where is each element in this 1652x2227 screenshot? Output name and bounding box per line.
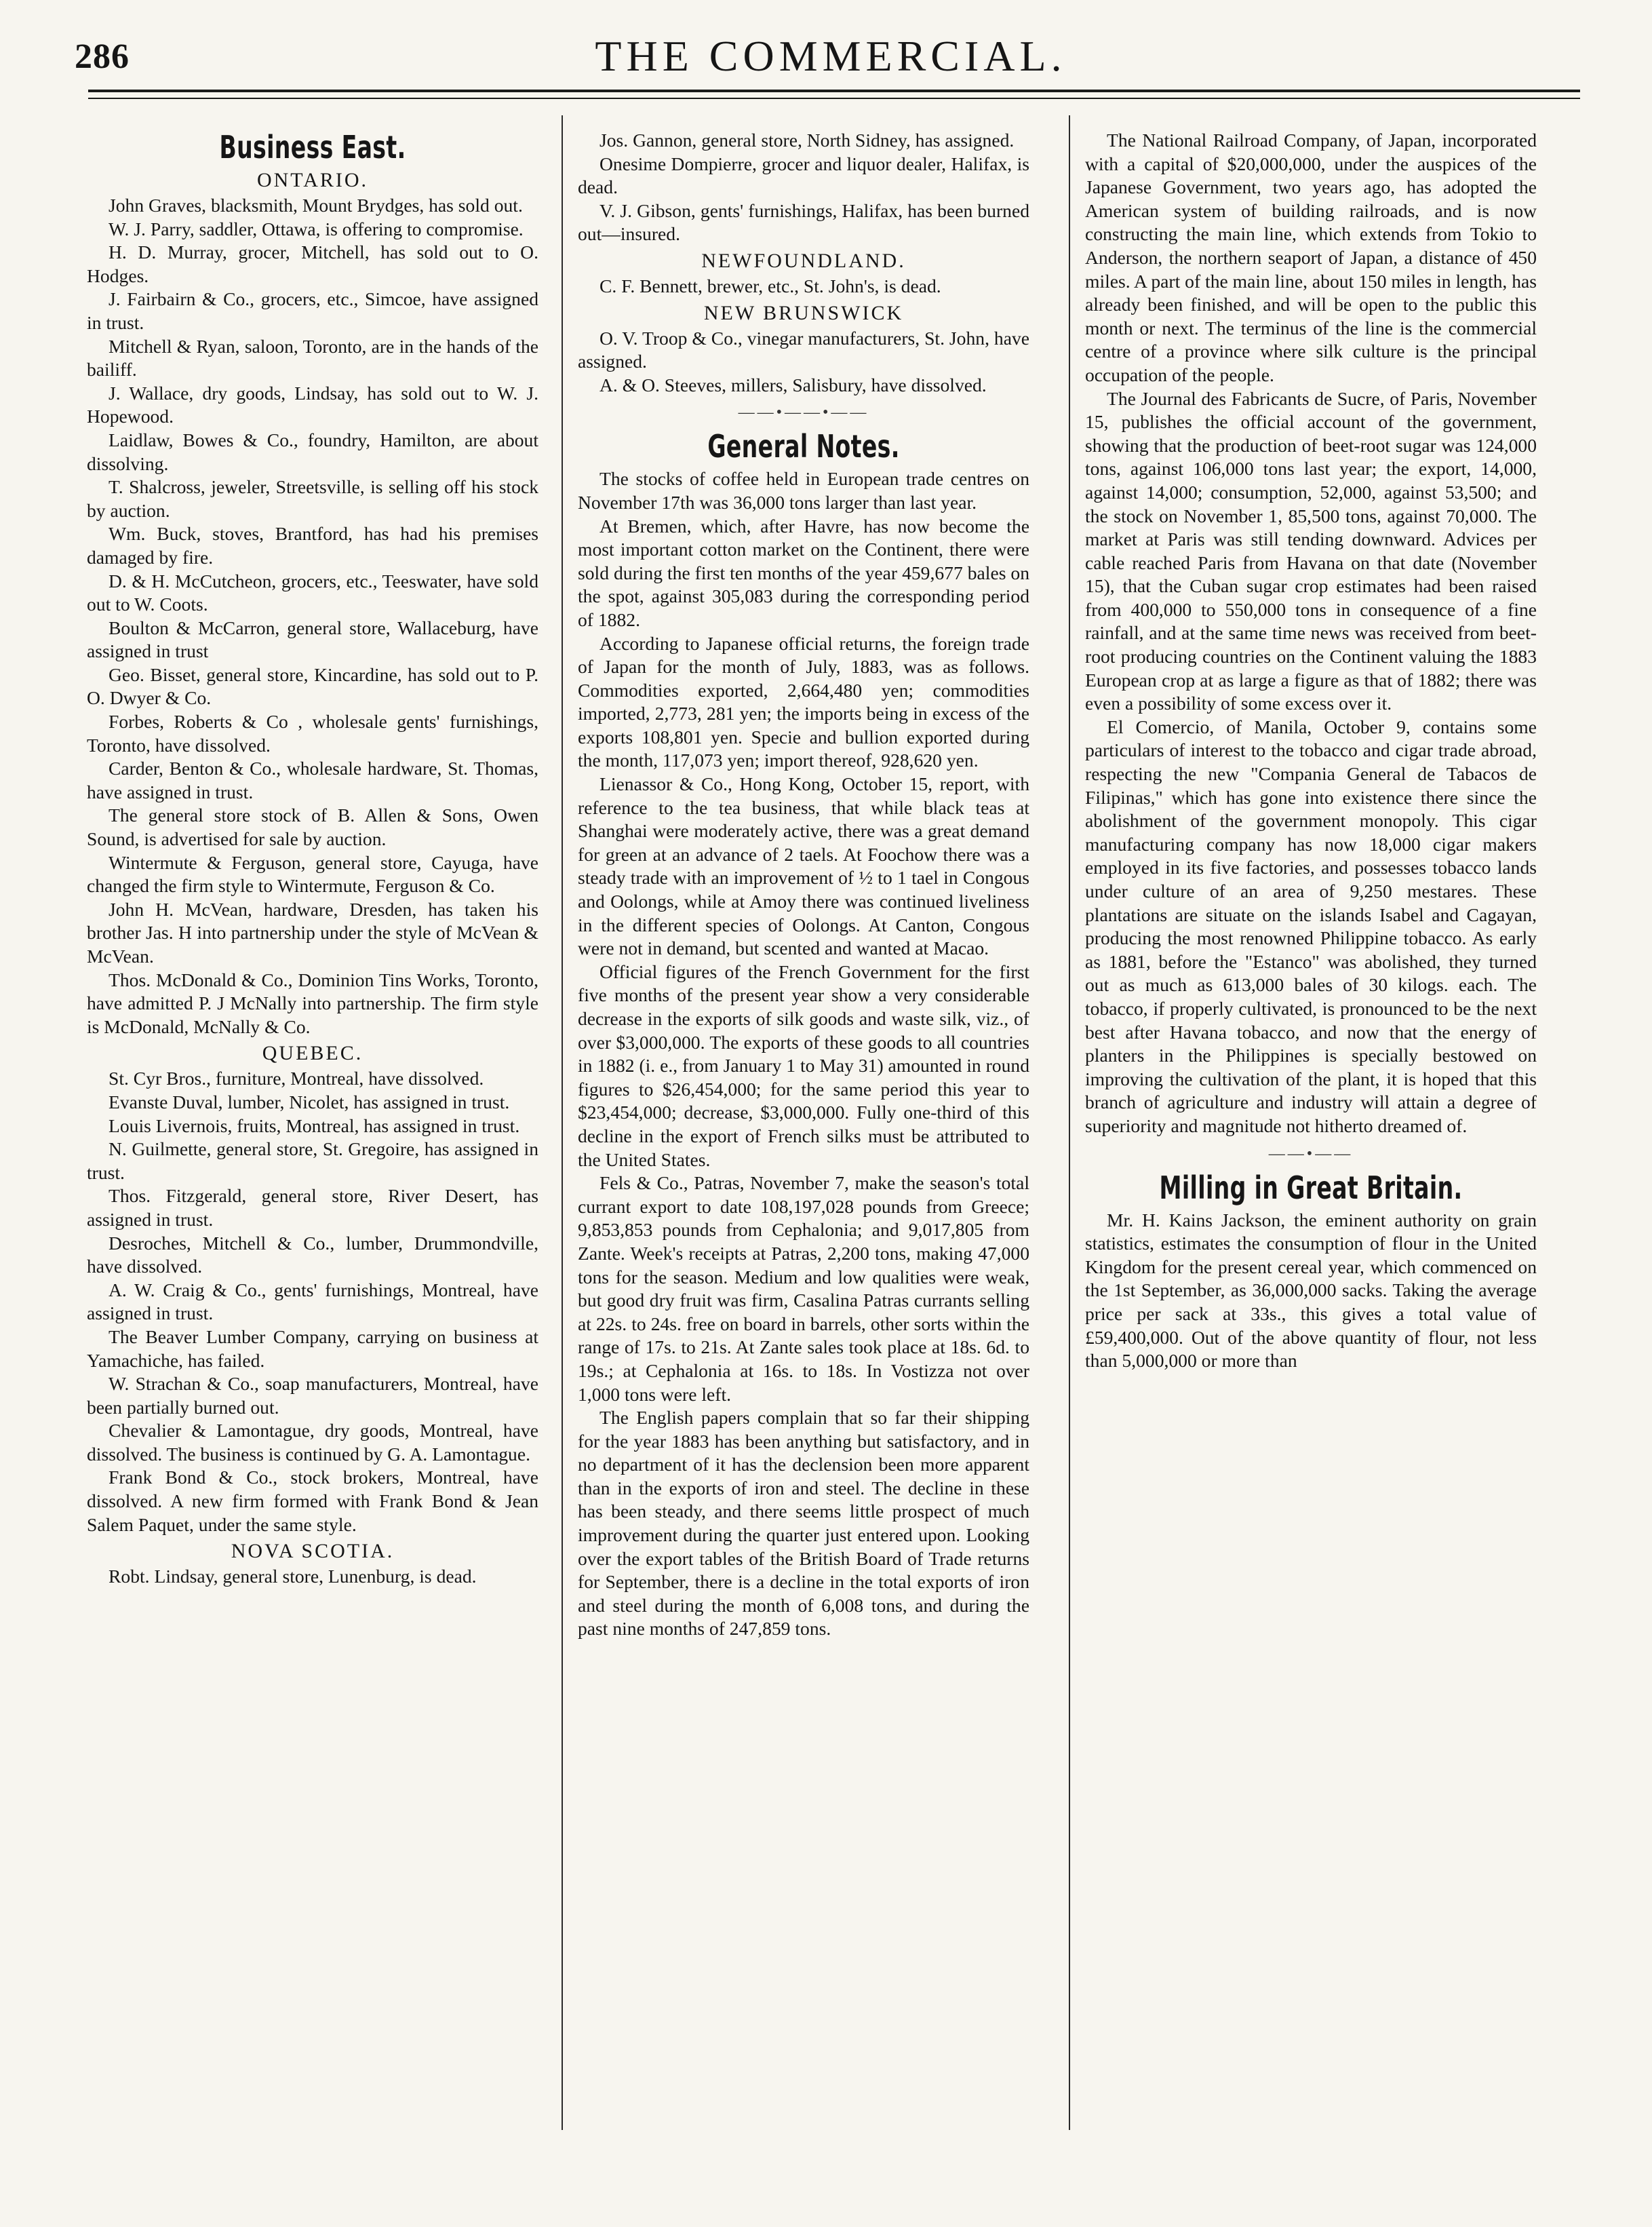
article-paragraph: Fels & Co., Patras, November 7, make the season's total currant export to date 108,197,028 pounds from Greece; 9,853,853 pounds from Cephalonia; and 9,017,805 from Zante. Week's receipts at Patras, 2,200 tons, making 47,000 tons for the season. Medium and low qualities were weak, but good dry fruit was firm, Casalina Patras currants selling at 22s. to 24s. free on board in barrels, other sorts within the range of 17s. to 21s. At Zante sales took place at 18s. 6d. to 19s.; at Cephalonia at 16s. to 18s. In Vostizza not over 1,000 tons were left.: [578, 1172, 1029, 1405]
nova-scotia-heading: NOVA SCOTIA.: [231, 1540, 395, 1563]
notice-item: John Graves, blacksmith, Mount Brydges, has sold out.: [109, 195, 523, 216]
notice-item: J. Fairbairn & Co., grocers, etc., Simcoe, have assigned in trust.: [87, 288, 538, 333]
section-divider: ——•——•——: [738, 404, 869, 422]
notice-item: V. J. Gibson, gents' furnishings, Halifax, has been burned out—insured.: [578, 199, 1029, 245]
column-divider: [562, 115, 563, 2130]
notice-item: Robt. Lindsay, general store, Lunenburg, is dead.: [109, 1566, 477, 1587]
notice-item: T. Shalcross, jeweler, Streetsville, is selling off his stock by auction.: [87, 476, 538, 521]
notice-item: H. D. Murray, grocer, Mitchell, has sold out to O. Hodges.: [87, 241, 538, 286]
notice-item: The Beaver Lumber Company, carrying on business at Yamachiche, has failed.: [87, 1325, 538, 1371]
notice-item: The general store stock of B. Allen & Sons, Owen Sound, is advertised for sale by auction.: [87, 805, 538, 850]
notice-item: Louis Livernois, fruits, Montreal, has assigned in trust.: [109, 1115, 520, 1136]
masthead-rule-thick: [88, 90, 1580, 92]
article-paragraph: According to Japanese official returns, the foreign trade of Japan for the month of July, 1883, was as follows. Commodities exported, 2,664,480 yen; commodities imported, 2,773, 281 yen; the imports being in excess of the exports 108,801 yen. Specie and bullion exported during the month, 117,073 yen; import thereof, 928,620 yen.: [578, 632, 1029, 771]
article-paragraph: Official figures of the French Government for the first five months of the present year show a very considerable decrease in the exports of silk goods and waste silk, viz., of over $3,000,000. The exports of these goods to all countries in 1882 (i. e., from January 1 to May 31) amounted in round figures to $26,454,000; for the same period this year to $23,454,000; decrease, $3,000,000. Fully one-third of this decline in the export of French silks must be attributed to the United States.: [578, 961, 1029, 1170]
notice-item: A. & O. Steeves, millers, Salisbury, have dissolved.: [599, 374, 987, 395]
notice-item: Boulton & McCarron, general store, Wallaceburg, have assigned in trust: [87, 617, 538, 662]
article-paragraph: The Journal des Fabricants de Sucre, of Paris, November 15, publishes the official account of the government, showing that the production of beet-root sugar was 124,000 tons, against 106,000 tons last year; the export, 14,000, against 14,000; consumption, 52,000, against 53,500; and the stock on November 1, 85,500 tons, against 70,000. The market at Paris was still tending downward. Advices per cable reached Paris from Havana on that date (November 15), that the Cuban sugar crop estimates had been raised from 400,000 to 550,000 tons in consequence of a fine rainfall, and at the same time news was received from beet-root producing countries on the Continent valuing the 1883 European crop at as large a figure as that of 1882; there was even a possibility of some excess over it.: [1085, 387, 1537, 714]
notice-item: Laidlaw, Bowes & Co., foundry, Hamilton, are about dissolving.: [87, 429, 538, 474]
article-paragraph: El Comercio, of Manila, October 9, contains some particulars of interest to the tobacco and cigar trade abroad, respecting the new "Compania General de Tabacos de Filipinas," which has gone into existence there since the abolishment of the government monopoly. This cigar manufacturing company has now 18,000 cigar makers employed in its five factories, and possesses tobacco lands under culture of an area of 9,250 mestares. These plantations are situate on the islands Isabel and Cagayan, producing the most renowned Philippine tobacco. As early as 1881, before the "Estanco" was abolished, they turned out as much as 613,000 bales of 30 kilogs. each. The tobacco, if properly cultivated, is pronounced to be the next best after Havana tobacco, and now that the energy of planters in the Philippines is specially bestowed on improving the cultivation of the plant, it is hoped that this branch of agriculture and industry will attain a degree of superiority and magnitude not hitherto dreamed of.: [1085, 716, 1537, 1136]
masthead: [75, 27, 1587, 95]
notice-item: Onesime Dompierre, grocer and liquor dealer, Halifax, is dead.: [578, 153, 1029, 198]
article-paragraph: Mr. H. Kains Jackson, the eminent authority on grain statistics, estimates the consumption of flour in the United Kingdom for the present cereal year, which commenced on the 1st September, as 36,000,000 sacks. Taking the average price per sack at 33s., this gives a total value of £59,400,000. Out of the above quantity of flour, not less than 5,000,000 or more than: [1085, 1209, 1537, 1372]
notice-item: Jos. Gannon, general store, North Sidney, has assigned.: [599, 130, 1015, 151]
notice-item: J. Wallace, dry goods, Lindsay, has sold out to W. J. Hopewood.: [87, 382, 538, 427]
notice-item: Wintermute & Ferguson, general store, Cayuga, have changed the firm style to Wintermute, Ferguson & Co.: [87, 851, 538, 897]
column-3: [1085, 129, 1537, 1373]
notice-item: Chevalier & Lamontague, dry goods, Montreal, have dissolved. The business is continued by G. A. Lamontague.: [87, 1420, 538, 1465]
notice-item: N. Guilmette, general store, St. Gregoire, has assigned in trust.: [87, 1138, 538, 1183]
article-paragraph: The stocks of coffee held in European trade centres on November 17th was 36,000 tons larger than last year.: [578, 468, 1029, 513]
column-1: [87, 129, 538, 1589]
column-2: [578, 129, 1029, 1641]
notice-item: Desroches, Mitchell & Co., lumber, Drummondville, have dissolved.: [87, 1232, 538, 1277]
section-divider: ——•——: [1268, 1144, 1354, 1163]
milling-heading: Milling in Great Britain.: [1159, 1169, 1463, 1206]
notice-item: Carder, Benton & Co., wholesale hardware, St. Thomas, have assigned in trust.: [87, 758, 538, 802]
article-paragraph: The English papers complain that so far their shipping for the year 1883 has been anything but satisfactory, and in no department of it has the declension been more apparent than in the exports of iron and steel. The decline in these has been steady, and there seems little prospect of much improvement during the quarter just entered upon. Looking over the export tables of the British Board of Trade returns for September, there is a decline in the total exports of iron and steel during the month of 6,008 tons, and during the past nine months of 247,859 tons.: [578, 1407, 1029, 1640]
article-paragraph: At Bremen, which, after Havre, has now become the most important cotton market on the Continent, there were sold during the first ten months of the year 459,677 bales on the spot, against 305,083 during the corresponding period of 1882.: [578, 515, 1029, 630]
business-east-heading: Business East.: [219, 129, 406, 166]
column-divider: [1069, 115, 1070, 2130]
page-number: 286: [75, 37, 130, 76]
general-notes-heading: General Notes.: [707, 428, 900, 465]
new-brunswick-heading: NEW BRUNSWICK: [703, 301, 904, 324]
notice-item: W. Strachan & Co., soap manufacturers, Montreal, have been partially burned out.: [87, 1373, 538, 1418]
notice-item: Wm. Buck, stoves, Brantford, has had his premises damaged by fire.: [87, 523, 538, 568]
notice-item: St. Cyr Bros., furniture, Montreal, have dissolved.: [109, 1068, 484, 1089]
notice-item: Mitchell & Ryan, saloon, Toronto, are in the hands of the bailiff.: [87, 335, 538, 381]
article-paragraph: Lienassor & Co., Hong Kong, October 15, report, with reference to the tea business, that while black teas at Shanghai were moderately active, there was a great demand for green at an advance of 2 taels. At Foochow there was a steady trade with an improvement of ½ to 1 tael in Congous and Oolongs, while at Amoy there was continued liveliness in the different species of Oolongs. At Canton, Congous were not in demand, but scented and wanted at Macao.: [578, 773, 1029, 959]
masthead-rule-thin: [88, 98, 1580, 99]
notice-item: C. F. Bennett, brewer, etc., St. John's, is dead.: [599, 275, 941, 296]
notice-item: D. & H. McCutcheon, grocers, etc., Teeswater, have sold out to W. Coots.: [87, 570, 538, 615]
notice-item: A. W. Craig & Co., gents' furnishings, Montreal, have assigned in trust.: [87, 1279, 538, 1324]
notice-item: Thos. Fitzgerald, general store, River Desert, has assigned in trust.: [87, 1185, 538, 1230]
journal-title: THE COMMERCIAL.: [595, 32, 1067, 80]
article-paragraph: The National Railroad Company, of Japan, incorporated with a capital of $20,000,000, under the auspices of the Japanese Government, two years ago, has adopted the American system of building railroads, and is now constructing the main line, which extends from Tokio to Anderson, the northern seaport of Japan, a distance of 450 miles. A part of the main line, about 150 miles in length, has already been finished, and will be open to the public this month or next. The terminus of the line is the commercial centre of a province where silk culture is the principal occupation of the people.: [1085, 130, 1537, 385]
newfoundland-heading: NEWFOUNDLAND.: [701, 249, 906, 272]
quebec-heading: QUEBEC.: [262, 1042, 363, 1065]
notice-item: O. V. Troop & Co., vinegar manufacturers, St. John, have assigned.: [578, 327, 1029, 372]
notice-item: Forbes, Roberts & Co , wholesale gents' furnishings, Toronto, have dissolved.: [87, 711, 538, 756]
notice-item: Thos. McDonald & Co., Dominion Tins Works, Toronto, have admitted P. J McNally into partnership. The firm style is McDonald, McNally & Co.: [87, 969, 538, 1037]
notice-item: Frank Bond & Co., stock brokers, Montreal, have dissolved. A new firm formed with Frank Bond & Jean Salem Paquet, under the same style.: [87, 1467, 538, 1535]
notice-item: John H. McVean, hardware, Dresden, has taken his brother Jas. H into partnership under the style of McVean & McVean.: [87, 898, 538, 967]
notice-item: Geo. Bisset, general store, Kincardine, has sold out to P. O. Dwyer & Co.: [87, 663, 538, 709]
notice-item: W. J. Parry, saddler, Ottawa, is offering to compromise.: [109, 218, 524, 239]
notice-item: Evanste Duval, lumber, Nicolet, has assigned in trust.: [109, 1091, 510, 1112]
ontario-heading: ONTARIO.: [256, 169, 369, 191]
